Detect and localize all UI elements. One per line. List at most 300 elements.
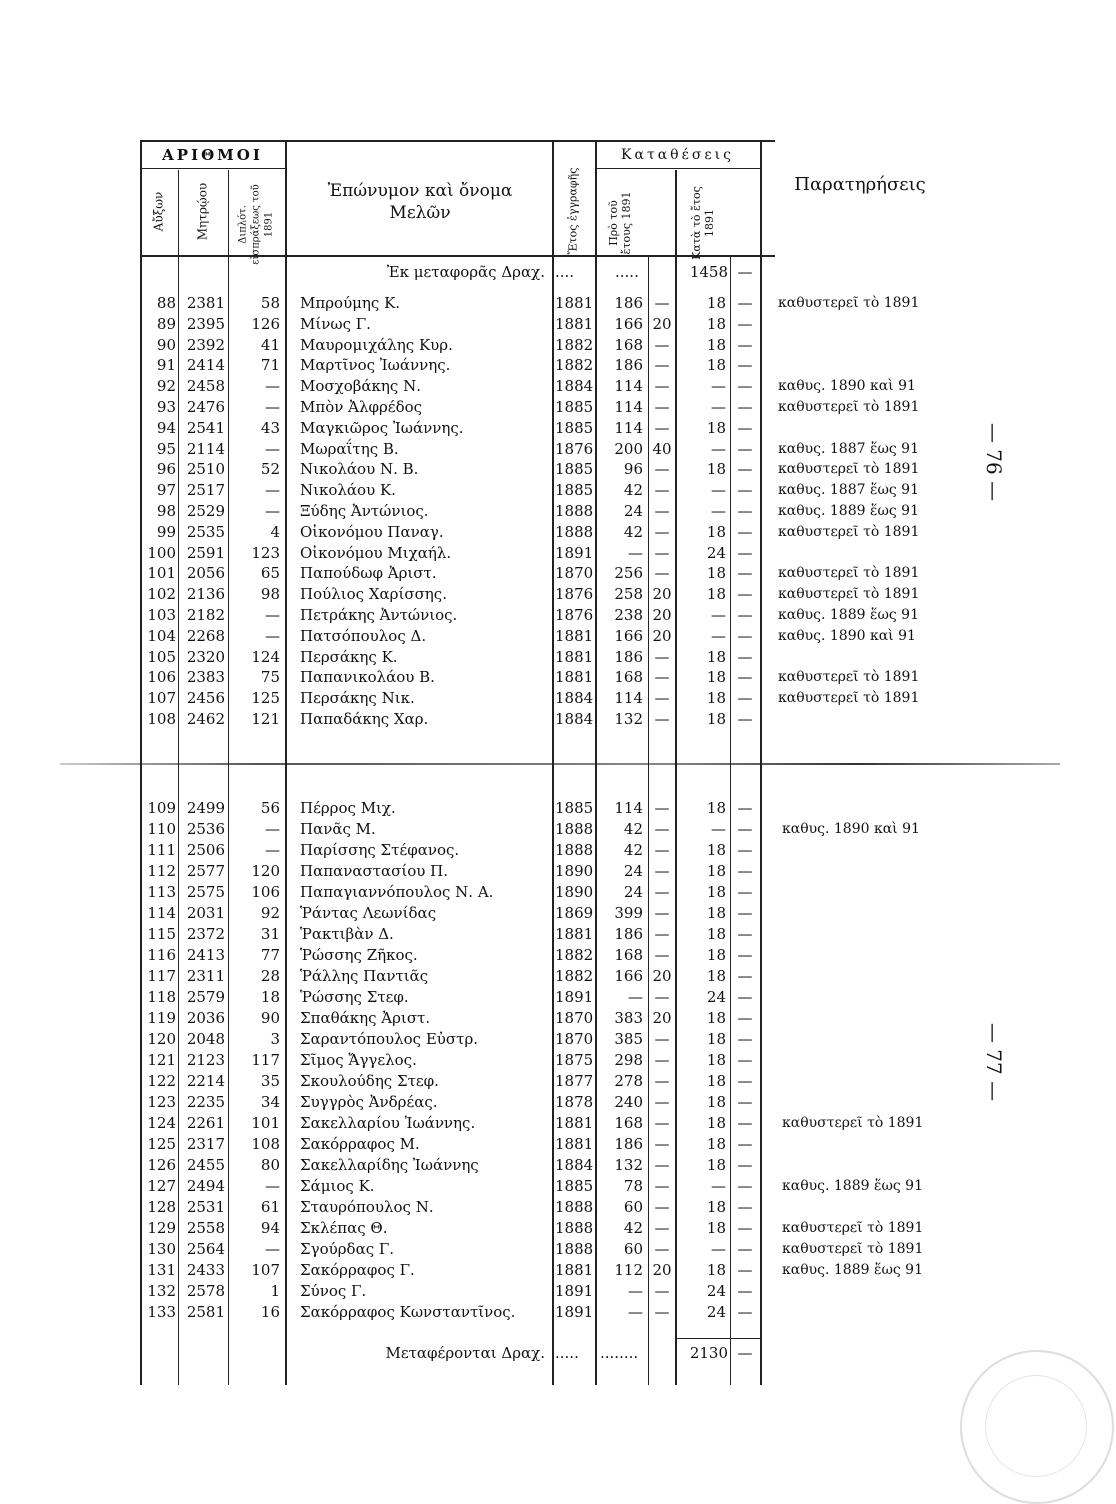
enrollment-year: 1870 [555,1030,594,1048]
table-row [140,1134,775,1155]
deposit-before-1891: 78 [623,1177,643,1195]
deposit-1891-cents: — [737,1240,753,1258]
remark: καθυστερεῖ τὸ 1891 [778,399,920,415]
row-number: 113 [147,883,176,901]
deposit-before-1891: — [628,1303,643,1321]
deposit-before-1891-cents: — [654,925,670,943]
table-row [140,1302,775,1323]
deposit-1891: 18 [706,585,726,604]
deposit-1891: 24 [706,988,726,1006]
deposit-1891: 18 [706,946,726,964]
header-etos: Ἔτος ἐγγραφῆς [566,167,580,255]
deposit-1891-cents: — [737,668,753,687]
register-number: 2383 [186,668,225,687]
table-row [140,1197,775,1218]
row-number: 124 [147,1114,176,1132]
page-number-77: — 77 — [982,1022,1007,1102]
deposit-before-1891-cents: — [654,820,670,838]
deposit-1891: 18 [706,1156,726,1174]
deposit-1891-cents: — [737,522,753,541]
member-name: Παπούδωφ Ἀριστ. [300,564,437,583]
member-name: Μαγκιῶρος Ἰωάννης. [300,418,464,437]
deposit-1891: — [711,626,726,645]
deposit-before-1891: 240 [614,1093,643,1111]
table-row [140,543,775,564]
deposit-before-1891-cents: — [654,481,670,500]
enrollment-year: 1890 [555,862,594,880]
member-name: Σπαθάκης Ἀριστ. [300,1009,431,1027]
enrollment-year: 1869 [555,904,594,922]
receipt-number: 56 [260,799,280,817]
deposit-1891: — [711,820,726,838]
deposit-before-1891-cents: — [654,1072,670,1090]
receipt-number: — [265,606,280,624]
receipt-number: 80 [260,1156,280,1174]
deposit-before-1891: 42 [623,1219,643,1237]
deposit-before-1891-cents: — [654,460,670,479]
row-number: 126 [147,1156,176,1174]
deposit-before-1891: 168 [614,668,643,687]
member-name: Πατσόπουλος Δ. [300,626,427,645]
register-number: 2531 [186,1198,225,1216]
register-number: 2456 [186,689,225,708]
deposit-1891-cents: — [737,841,753,859]
deposit-1891: 18 [706,314,726,333]
register-number: 2579 [186,988,225,1006]
row-number: 109 [147,799,176,817]
enrollment-year: 1881 [555,668,594,687]
group-underline [595,168,760,169]
receipt-number: 3 [270,1030,280,1048]
deposit-before-1891-cents: — [654,710,670,728]
deposit-1891-cents: — [737,481,753,500]
leader-dots: .... [555,263,575,281]
deposit-1891-cents: — [737,820,753,838]
deposit-1891-cents: — [737,1072,753,1090]
register-number: 2564 [186,1240,225,1258]
receipt-number: 31 [260,925,280,943]
deposit-before-1891: 238 [614,606,643,624]
enrollment-year: 1882 [555,356,594,375]
deposit-before-1891-cents: — [654,689,670,708]
row-number: 129 [147,1219,176,1237]
row-number: 116 [147,946,176,964]
table-row [140,1218,775,1239]
row-number: 119 [147,1009,176,1027]
deposit-1891-cents: — [737,883,753,901]
member-name: Περσάκης Νικ. [300,689,415,708]
register-number: 2455 [186,1156,225,1174]
carry-in-label: Ἐκ μεταφορᾶς Δραχ. [386,263,545,281]
member-name: Ῥάντας Λεωνίδας [300,904,437,922]
receipt-number: 34 [260,1093,280,1111]
row-number: 88 [156,294,176,312]
carry-out-value: 2130 [689,1344,728,1362]
enrollment-year: 1882 [555,335,594,354]
member-name: Πετράκης Ἀντώνιος. [300,606,458,624]
deposit-before-1891: 114 [614,398,643,416]
table-row [140,355,775,376]
enrollment-year: 1877 [555,1072,594,1090]
deposit-1891: 18 [706,564,726,583]
register-number: 2558 [186,1219,225,1237]
deposit-1891: 18 [706,1009,726,1027]
member-name: Ῥώσσης Ζῆκος. [300,946,418,964]
table-row [140,584,775,605]
receipt-number: 75 [260,668,280,687]
deposit-before-1891-cents: — [654,799,670,817]
receipt-number: 58 [260,294,280,312]
deposit-before-1891-cents: 20 [652,314,672,333]
deposit-1891-cents: — [737,585,753,604]
deposit-before-1891: 258 [614,585,643,604]
member-name: Ξύδης Ἀντώνιος. [300,502,429,520]
member-name: Νικολάου Ν. Β. [300,460,419,479]
enrollment-year: 1885 [555,398,594,416]
deposit-before-1891: 168 [614,946,643,964]
deposit-1891: 18 [706,1261,726,1279]
remark: καθυς. 1890 καὶ 91 [782,821,920,837]
register-number: 2458 [186,377,225,396]
deposit-1891-cents: — [737,1177,753,1195]
enrollment-year: 1885 [555,481,594,500]
library-seal-inner [985,1375,1087,1477]
deposit-before-1891: 42 [623,522,643,541]
receipt-number: — [265,439,280,458]
table-row [140,314,775,335]
deposit-1891: 18 [706,883,726,901]
enrollment-year: 1885 [555,799,594,817]
member-name: Ῥακτιβὰν Δ. [300,925,394,943]
enrollment-year: 1888 [555,1219,594,1237]
register-number: 2048 [186,1030,225,1048]
row-number: 125 [147,1135,176,1153]
leader-dots: ..... [555,1344,579,1362]
deposit-1891: 18 [706,1198,726,1216]
receipt-number: 101 [251,1114,280,1132]
row-number: 98 [156,502,176,520]
remark: καθυς. 1887 ἕως 91 [778,440,919,457]
remark: καθυς. 1887 ἕως 91 [778,482,919,499]
row-number: 103 [147,606,176,624]
deposit-1891: 18 [706,689,726,708]
row-number: 133 [147,1303,176,1321]
deposit-1891: 18 [706,460,726,479]
deposit-1891-cents: — [737,1114,753,1132]
row-number: 106 [147,668,176,687]
remark: καθυστερεῖ τὸ 1891 [778,461,920,478]
register-number: 2036 [186,1009,225,1027]
deposit-before-1891-cents: — [654,335,670,354]
deposit-1891-cents: — [737,418,753,437]
register-number: 2182 [186,606,225,624]
deposit-before-1891-cents: — [654,1156,670,1174]
deposit-before-1891-cents: — [654,1303,670,1321]
row-number: 112 [147,862,176,880]
deposit-before-1891-cents: — [654,668,670,687]
row-number: 89 [156,314,176,333]
member-name: Μπὸν Ἀλφρέδος [300,398,423,416]
deposit-before-1891: 166 [614,626,643,645]
carry-out-dash: — [737,1344,753,1362]
deposit-before-1891-cents: 20 [652,585,672,604]
register-number: 2317 [186,1135,225,1153]
register-number: 2433 [186,1261,225,1279]
header-arithmoi: ΑΡΙΘΜΟΙ [162,146,263,164]
deposit-before-1891: 132 [614,1156,643,1174]
deposit-1891: 18 [706,710,726,728]
receipt-number: 41 [260,335,280,354]
row-number: 104 [147,626,176,645]
table-row [140,945,775,966]
deposit-before-1891: 114 [614,377,643,396]
enrollment-year: 1890 [555,883,594,901]
deposit-1891: 18 [706,335,726,354]
enrollment-year: 1884 [555,1156,594,1174]
register-number: 2577 [186,862,225,880]
row-number: 102 [147,585,176,604]
deposit-1891: 18 [706,925,726,943]
register-number: 2123 [186,1051,225,1069]
register-number: 2056 [186,564,225,583]
enrollment-year: 1888 [555,1198,594,1216]
receipt-number: 108 [251,1135,280,1153]
member-name: Σακελλαρίδης Ἰωάννης [300,1156,479,1174]
table-row [140,647,775,668]
receipt-number: 16 [260,1303,280,1321]
deposit-before-1891-cents: — [654,1051,670,1069]
receipt-number: 61 [260,1198,280,1216]
table-row [140,439,775,460]
row-number: 95 [156,439,176,458]
deposit-before-1891-cents: 20 [652,606,672,624]
enrollment-year: 1878 [555,1093,594,1111]
deposit-1891: 18 [706,799,726,817]
deposit-before-1891: 200 [614,439,643,458]
deposit-1891: 24 [706,1303,726,1321]
receipt-number: 77 [260,946,280,964]
remark: καθυς. 1890 καὶ 91 [778,378,916,395]
register-number: 2535 [186,522,225,541]
member-name: Οἰκονόμου Παναγ. [300,522,444,541]
member-name: Σγούρδας Γ. [300,1240,395,1258]
deposit-1891-cents: — [737,1261,753,1279]
deposit-1891-cents: — [737,1135,753,1153]
deposit-1891-cents: — [737,1198,753,1216]
deposit-1891: — [711,1177,726,1195]
deposit-before-1891-cents: — [654,418,670,437]
member-name: Σαραντόπουλος Εὐστρ. [300,1030,479,1048]
row-number: 123 [147,1093,176,1111]
deposit-before-1891-cents: — [654,1135,670,1153]
deposit-before-1891-cents: 20 [652,1009,672,1027]
member-name: Παρίσσης Στέφανος. [300,841,460,859]
carry-out-row [140,1343,775,1364]
row-number: 111 [147,841,176,859]
deposit-1891: 18 [706,1051,726,1069]
deposit-before-1891-cents: — [654,502,670,520]
member-name: Σακόρραφος Γ. [300,1261,415,1279]
receipt-number: 43 [260,418,280,437]
deposit-1891: 18 [706,418,726,437]
member-name: Μαρτῖνος Ἰωάννης. [300,356,451,375]
enrollment-year: 1885 [555,460,594,479]
deposit-before-1891: 24 [623,502,643,520]
receipt-number: — [265,502,280,520]
enrollment-year: 1881 [555,925,594,943]
member-name: Πέρρος Μιχ. [300,799,396,817]
register-number: 2372 [186,925,225,943]
table-row [140,1281,775,1302]
deposit-before-1891-cents: — [654,1114,670,1132]
member-name: Σταυρόπουλος Ν. [300,1198,434,1216]
deposit-before-1891-cents: — [654,1240,670,1258]
row-number: 93 [156,398,176,416]
deposit-1891: — [711,606,726,624]
table-row [140,626,775,647]
member-name: Σύνος Γ. [300,1282,367,1300]
row-number: 118 [147,988,176,1006]
enrollment-year: 1891 [555,1303,594,1321]
deposit-1891-cents: — [737,1093,753,1111]
deposit-before-1891: 42 [623,820,643,838]
deposit-1891: 18 [706,668,726,687]
table-row [140,861,775,882]
enrollment-year: 1876 [555,439,594,458]
row-number: 96 [156,460,176,479]
receipt-number: 90 [260,1009,280,1027]
member-name: Παπαναστασίου Π. [300,862,449,880]
receipt-number: 120 [251,862,280,880]
remark: καθυστερεῖ τὸ 1891 [782,1115,924,1131]
deposit-before-1891-cents: — [654,904,670,922]
enrollment-year: 1888 [555,502,594,520]
register-number: 2114 [186,439,225,458]
table-row [140,563,775,584]
enrollment-year: 1891 [555,1282,594,1300]
deposit-before-1891-cents: — [654,377,670,396]
receipt-number: 71 [260,356,280,375]
row-number: 122 [147,1072,176,1090]
register-number: 2413 [186,946,225,964]
leader-dots: ........ [600,1344,639,1362]
deposit-1891-cents: — [737,502,753,520]
deposit-before-1891-cents: — [654,1177,670,1195]
table-row [140,1029,775,1050]
member-name: Παπανικολάου Β. [300,668,435,687]
deposit-1891: 18 [706,1093,726,1111]
deposit-1891: 18 [706,841,726,859]
leader-dots: ..... [615,263,639,281]
deposit-1891-cents: — [737,647,753,666]
register-number: 2591 [186,543,225,562]
remark: καθυς. 1889 ἕως 91 [778,503,919,519]
register-number: 2476 [186,398,225,416]
receipt-number: 117 [251,1051,280,1069]
deposit-before-1891: 60 [623,1240,643,1258]
deposit-before-1891-cents: 20 [652,1261,672,1279]
table-row [140,987,775,1008]
deposit-before-1891: 186 [614,1135,643,1153]
enrollment-year: 1876 [555,585,594,604]
deposit-before-1891: 186 [614,356,643,375]
register-number: 2414 [186,356,225,375]
enrollment-year: 1881 [555,1135,594,1153]
register-number: 2381 [186,294,225,312]
header-mitroou: Μητρῴου [195,182,210,241]
deposit-1891: 18 [706,294,726,312]
deposit-before-1891: 114 [614,799,643,817]
receipt-number: — [265,841,280,859]
enrollment-year: 1881 [555,314,594,333]
table-row [140,798,775,819]
member-name: Σάμιος Κ. [300,1177,375,1195]
remark: καθυστερεῖ τὸ 1891 [778,295,920,311]
row-number: 121 [147,1051,176,1069]
table-row [140,688,775,709]
receipt-number: 28 [260,967,280,985]
deposit-1891-cents: — [737,904,753,922]
deposit-1891-cents: — [737,439,753,458]
row-number: 99 [156,522,176,541]
enrollment-year: 1884 [555,689,594,708]
deposit-1891-cents: — [737,1051,753,1069]
member-name: Νικολάου Κ. [300,481,396,500]
member-name: Μίνως Γ. [300,314,371,333]
row-number: 90 [156,335,176,354]
register-number: 2392 [186,335,225,354]
deposit-1891-cents: — [737,356,753,375]
deposit-before-1891: 132 [614,710,643,728]
deposit-1891: 18 [706,1114,726,1132]
deposit-1891-cents: — [737,335,753,354]
member-name: Ῥώσσης Στεφ. [300,988,409,1006]
enrollment-year: 1882 [555,967,594,985]
remark: καθυς. 1889 ἕως 91 [782,1262,923,1278]
deposit-1891: 18 [706,522,726,541]
receipt-number: 123 [251,543,280,562]
deposit-1891: 18 [706,967,726,985]
table-row [140,1050,775,1071]
member-name: Οἰκονόμου Μιχαήλ. [300,543,452,562]
register-number: 2578 [186,1282,225,1300]
register-number: 2235 [186,1093,225,1111]
deposit-before-1891: 166 [614,314,643,333]
receipt-number: 124 [251,647,280,666]
table-row [140,335,775,356]
row-number: 117 [147,967,176,985]
register-number: 2136 [186,585,225,604]
remark: καθυστερεῖ τὸ 1891 [778,565,920,582]
deposit-1891-cents: — [737,543,753,562]
register-number: 2494 [186,1177,225,1195]
register-number: 2311 [186,967,225,985]
register-number: 2268 [186,626,225,645]
receipt-number: — [265,820,280,838]
register-number: 2462 [186,710,225,728]
member-name: Σῖμος Ἄγγελος. [300,1051,417,1069]
deposit-before-1891-cents: — [654,988,670,1006]
remark: καθυς. 1889 ἕως 91 [782,1178,923,1194]
table-row [140,522,775,543]
receipt-number: 18 [260,988,280,1006]
member-name: Ῥάλλης Παντιᾶς [300,967,429,985]
table-row [140,882,775,903]
enrollment-year: 1881 [555,647,594,666]
deposit-before-1891: 298 [614,1051,643,1069]
deposit-1891-cents: — [737,1282,753,1300]
ledger-table [140,140,775,1385]
